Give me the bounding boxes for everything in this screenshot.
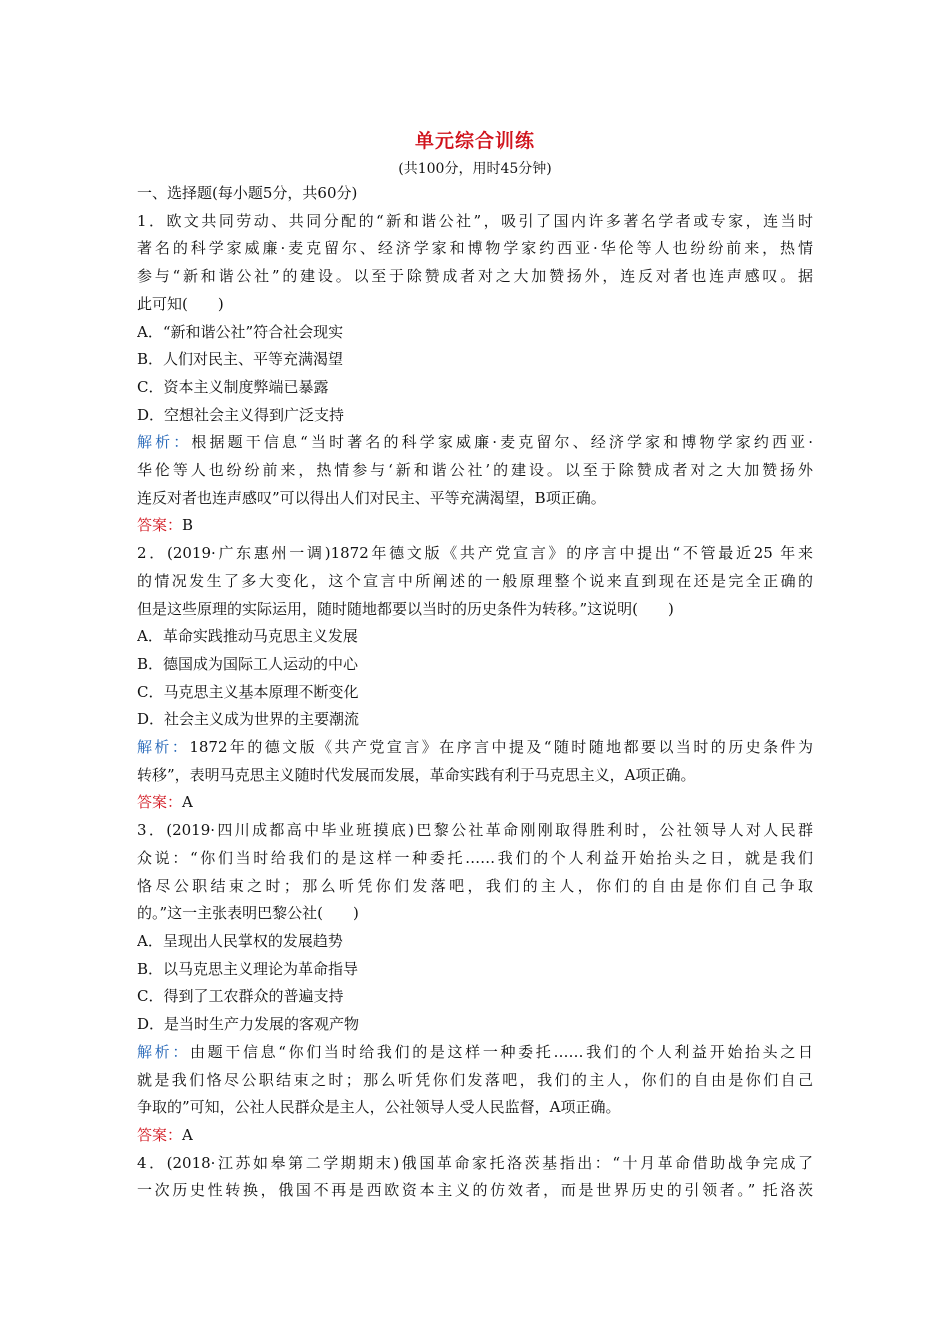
option-b: B．人们对民主、平等充满渴望 — [137, 350, 344, 369]
question-stem-line: 著名的科学家威廉·麦克留尔、经济学家和博物学家约西亚·华伦等人也纷纷前来，热情 — [137, 239, 813, 258]
option-a: A．革命实践推动马克思主义发展 — [137, 627, 358, 646]
question-stem-line: 2．(2019·广东惠州一调)1872年德文版《共产党宣言》的序言中提出“不管最近25 年来 — [137, 544, 813, 563]
question-2 — [137, 540, 813, 817]
analysis-line: 争取的”可知，公社人民群众是主人，公社领导人受人民监督，A项正确。 — [137, 1098, 621, 1117]
option-d: D．空想社会主义得到广泛支持 — [137, 405, 345, 424]
option-a: A．“新和谐公社”符合社会现实 — [137, 322, 344, 341]
analysis-line — [137, 734, 813, 762]
analysis-text: 根据题干信息“当时著名的科学家威廉·麦克留尔、经济学家和博物学家约西亚· — [191, 433, 813, 452]
question-stem-line: 4．(2018·江苏如皋第二学期期末)俄国革命家托洛茨基指出：“十月革命借助战争完成了 — [137, 1153, 813, 1172]
analysis-text: 由题干信息“你们当时给我们的是这样一种委托……我们的个人利益开始抬头之日 — [189, 1042, 813, 1061]
analysis-line: 连反对者也连声感叹”可以得出人们对民主、平等充满渴望，B项正确。 — [137, 488, 606, 507]
question-stem-line: 此可知( ) — [137, 294, 224, 313]
answer-line — [137, 789, 813, 817]
question-4 — [137, 1150, 813, 1205]
analysis-line: 华伦等人也纷纷前来，热情参与‘新和谐公社’的建设。以至于除赞成者对之大加赞扬外 — [137, 461, 813, 480]
question-1 — [137, 208, 813, 540]
analysis-label: 解析： — [137, 738, 190, 757]
option-b: B．德国成为国际工人运动的中心 — [137, 654, 359, 673]
question-stem-line: 的。”这一主张表明巴黎公社( ) — [137, 904, 359, 923]
question-stem-line: 但是这些原理的实际运用，随时随地都要以当时的历史条件为转移。”这说明( ) — [137, 599, 674, 618]
analysis-line — [137, 1039, 813, 1067]
page-subtitle: (共100分，用时45分钟) — [398, 161, 552, 177]
option-c: C．得到了工农群众的普遍支持 — [137, 987, 344, 1006]
option-d: D．是当时生产力发展的客观产物 — [137, 1015, 360, 1034]
analysis-line: 就是我们恪尽公职结束之时；那么听凭你们发落吧，我们的主人，你们的自由是你们自己 — [137, 1070, 813, 1089]
option-b: B．以马克思主义理论为革命指导 — [137, 959, 359, 978]
section-heading: 一、选择题(每小题5分，共60分) — [137, 184, 358, 202]
option-d: D．社会主义成为世界的主要潮流 — [137, 710, 360, 729]
analysis-line: 转移”，表明马克思主义随时代发展而发展，革命实践有利于马克思主义，A项正确。 — [137, 765, 696, 784]
question-stem-line: 参与“新和谐公社”的建设。以至于除赞成者对之大加赞扬外，连反对者也连声感叹。据 — [137, 267, 813, 286]
answer-value: B — [182, 516, 194, 535]
question-stem-line: 恪尽公职结束之时；那么听凭你们发落吧，我们的主人，你们的自由是你们自己争取 — [137, 876, 813, 895]
answer-value: A — [182, 793, 193, 812]
document-body — [137, 180, 813, 1205]
option-c: C．马克思主义基本原理不断变化 — [137, 682, 359, 701]
answer-value: A — [182, 1125, 193, 1144]
question-3 — [137, 817, 813, 1149]
question-stem-line: 1．欧文共同劳动、共同分配的“新和谐公社”，吸引了国内许多著名学者或专家，连当时 — [137, 211, 813, 230]
analysis-label: 解析： — [137, 1042, 190, 1061]
option-a: A．呈现出人民掌权的发展趋势 — [137, 931, 343, 950]
answer-line — [137, 512, 813, 540]
analysis-text: 1872年的德文版《共产党宣言》在序言中提及“随时随地都要以当时的历史条件为 — [189, 738, 813, 757]
answer-label: 答案： — [137, 516, 183, 535]
question-stem-line: 众说：“你们当时给我们的是这样一种委托……我们的个人利益开始抬头之日，就是我们 — [137, 848, 813, 867]
analysis-line — [137, 429, 813, 457]
answer-line — [137, 1122, 813, 1150]
answer-label: 答案： — [137, 1125, 183, 1144]
analysis-label: 解析： — [137, 433, 192, 452]
page-title: 单元综合训练 — [414, 130, 535, 152]
question-stem-line: 一次历史性转换，俄国不再是西欧资本主义的仿效者，而是世界历史的引领者。” 托洛茨 — [137, 1181, 813, 1200]
option-c: C．资本主义制度弊端已暴露 — [137, 377, 329, 396]
question-stem-line: 的情况发生了多大变化，这个宣言中所阐述的一般原理整个说来直到现在还是完全正确的 — [137, 571, 813, 590]
answer-label: 答案： — [137, 793, 183, 812]
question-stem-line: 3．(2019·四川成都高中毕业班摸底)巴黎公社革命刚刚取得胜利时，公社领导人对人民群 — [137, 821, 813, 840]
